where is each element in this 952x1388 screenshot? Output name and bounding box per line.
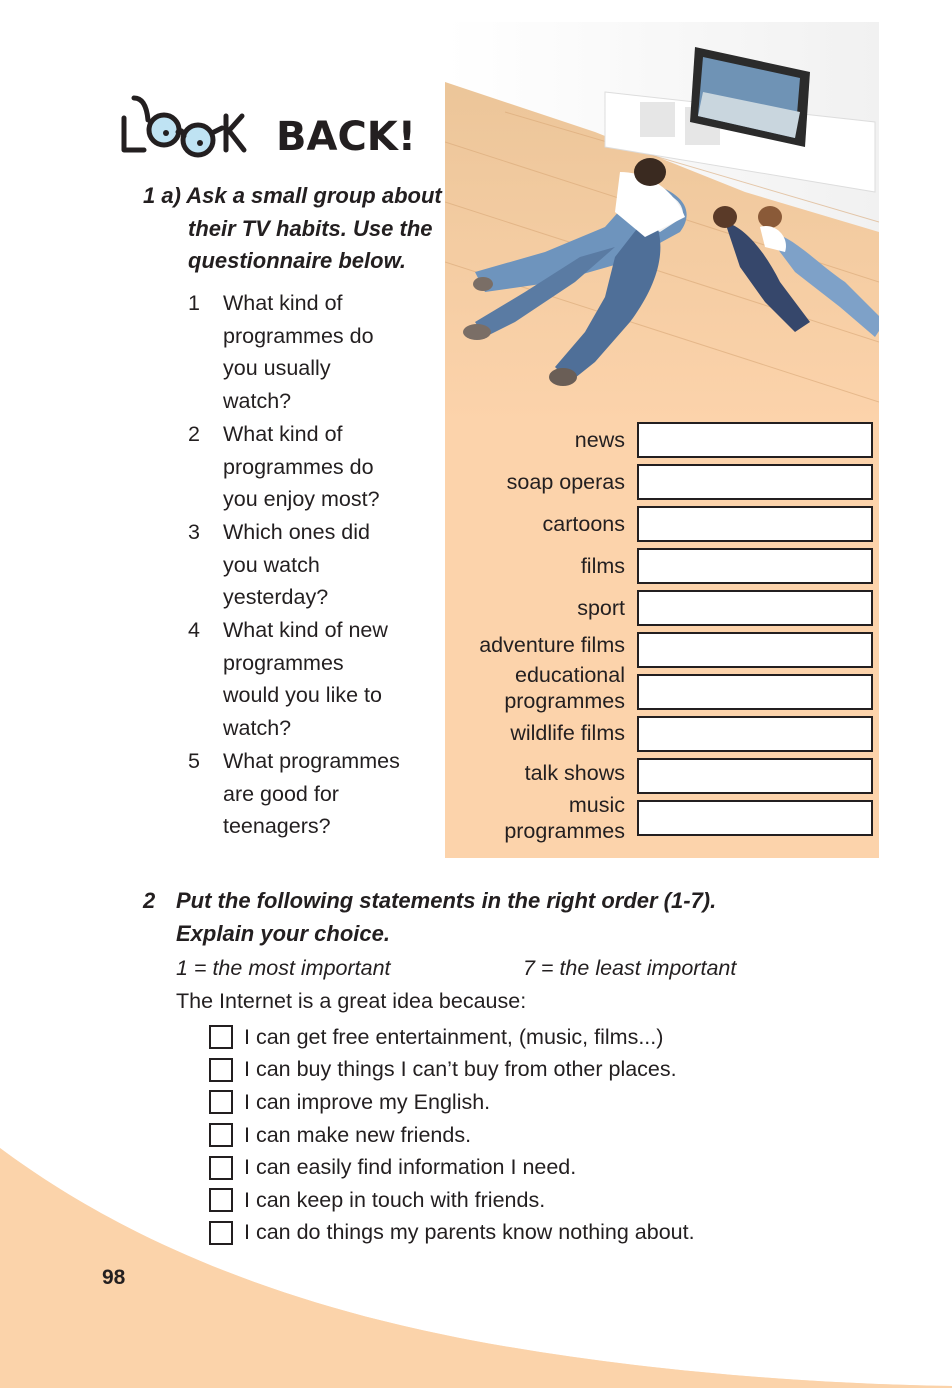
- answer-box-cartoons[interactable]: [637, 506, 873, 542]
- answer-box-music-programmes[interactable]: [637, 800, 873, 836]
- question-line: What kind of: [223, 421, 343, 446]
- statement-item: [209, 1119, 695, 1152]
- answer-box-news[interactable]: [637, 422, 873, 458]
- question-line: programmes: [223, 650, 344, 675]
- question-line: programmes do: [223, 323, 374, 348]
- scale-most-important: 1 = the most important: [176, 956, 391, 980]
- question-text: [223, 614, 433, 745]
- statement-item: [209, 1184, 695, 1217]
- statements-intro: The Internet is a great idea because:: [176, 989, 527, 1013]
- question-line: What kind of new: [223, 618, 388, 643]
- exercise-1-instruction-line: questionnaire below.: [188, 248, 406, 273]
- question-text: [223, 418, 433, 516]
- question-item: [188, 418, 433, 516]
- question-line: you enjoy most?: [223, 487, 380, 512]
- statement-text: I can do things my parents know nothing about.: [244, 1220, 695, 1245]
- answer-box-talk-shows[interactable]: [637, 758, 873, 794]
- programme-label: sport: [577, 596, 625, 620]
- programme-label: music programmes: [504, 793, 625, 843]
- rank-checkbox[interactable]: [209, 1156, 233, 1180]
- question-line: you watch: [223, 552, 320, 577]
- question-line: teenagers?: [223, 814, 331, 839]
- family-watching-tv-photo: [445, 22, 879, 422]
- rank-checkbox[interactable]: [209, 1090, 233, 1114]
- exercise-1-instruction-line: their TV habits. Use the: [188, 215, 433, 241]
- question-line: watch?: [223, 716, 292, 741]
- rank-checkbox[interactable]: [209, 1058, 233, 1082]
- programme-label: soap operas: [506, 470, 625, 494]
- exercise-2-instruction-line: Explain your choice.: [176, 921, 390, 946]
- look-back-glasses-logo: [118, 88, 418, 168]
- statement-item: [209, 1217, 695, 1250]
- statement-item: [209, 1086, 695, 1119]
- question-line: programmes do: [223, 454, 374, 479]
- question-line: What programmes: [223, 748, 400, 773]
- exercise-2-instruction: [143, 884, 843, 950]
- scale-least-important: 7 = the least important: [523, 956, 737, 980]
- rank-checkbox[interactable]: [209, 1123, 233, 1147]
- rank-checkbox[interactable]: [209, 1188, 233, 1212]
- question-text: [223, 745, 433, 843]
- programme-label: news: [574, 428, 625, 452]
- question-item: [188, 516, 433, 614]
- exercise-2-number: 2: [143, 888, 156, 913]
- exercise-1-instruction: [143, 180, 483, 278]
- question-text: [223, 516, 433, 614]
- programme-label: wildlife films: [510, 721, 625, 745]
- statement-text: I can make new friends.: [244, 1122, 472, 1147]
- exercise-2-instruction-line: Put the following statements in the right order (1-7).: [176, 888, 717, 913]
- statement-item: [209, 1151, 695, 1184]
- question-number: 3: [188, 519, 200, 544]
- question-number: 4: [188, 618, 200, 643]
- programme-label: films: [580, 554, 625, 578]
- question-line: watch?: [223, 389, 292, 414]
- answer-box-adventure-films[interactable]: [637, 632, 873, 668]
- statement-text: I can improve my English.: [244, 1089, 491, 1114]
- programme-label: talk shows: [524, 761, 625, 785]
- question-item: [188, 287, 433, 418]
- question-number: 5: [188, 748, 200, 773]
- look-back-title: [118, 88, 418, 168]
- questionnaire-list: [188, 287, 433, 843]
- question-item: [188, 614, 433, 745]
- question-line: would you like to: [223, 683, 382, 708]
- exercise-1-number: 1 a): [143, 183, 181, 208]
- question-text: [223, 287, 433, 418]
- programme-label: cartoons: [542, 512, 625, 536]
- page-number: 98: [102, 1266, 126, 1289]
- answer-box-educational-programmes[interactable]: [637, 674, 873, 710]
- answer-box-sport[interactable]: [637, 590, 873, 626]
- question-item: [188, 745, 433, 843]
- statement-text: I can buy things I can’t buy from other places.: [244, 1057, 677, 1082]
- rank-checkbox[interactable]: [209, 1221, 233, 1245]
- question-line: yesterday?: [223, 585, 329, 610]
- question-line: are good for: [223, 781, 339, 806]
- exercise-1-instruction-line: Ask a small group about: [186, 183, 442, 208]
- statement-item: [209, 1021, 695, 1054]
- question-number: 2: [188, 421, 200, 446]
- statement-text: I can easily find information I need.: [244, 1155, 577, 1180]
- question-line: Which ones did: [223, 519, 370, 544]
- svg-text:BACK!: BACK!: [276, 114, 417, 160]
- statement-item: [209, 1054, 695, 1087]
- rank-checkbox[interactable]: [209, 1025, 233, 1049]
- statements-list: [209, 1021, 695, 1249]
- question-number: 1: [188, 291, 200, 315]
- answer-box-films[interactable]: [637, 548, 873, 584]
- statement-text: I can keep in touch with friends.: [244, 1187, 546, 1212]
- programme-label: educational programmes: [504, 663, 625, 713]
- question-line: What kind of: [223, 291, 343, 315]
- programme-label: adventure films: [479, 633, 625, 657]
- answer-box-wildlife-films[interactable]: [637, 716, 873, 752]
- exercise-2: [143, 884, 843, 1245]
- answer-box-soap-operas[interactable]: [637, 464, 873, 500]
- statement-text: I can get free entertainment, (music, films...): [244, 1024, 664, 1049]
- question-line: you usually: [223, 356, 331, 381]
